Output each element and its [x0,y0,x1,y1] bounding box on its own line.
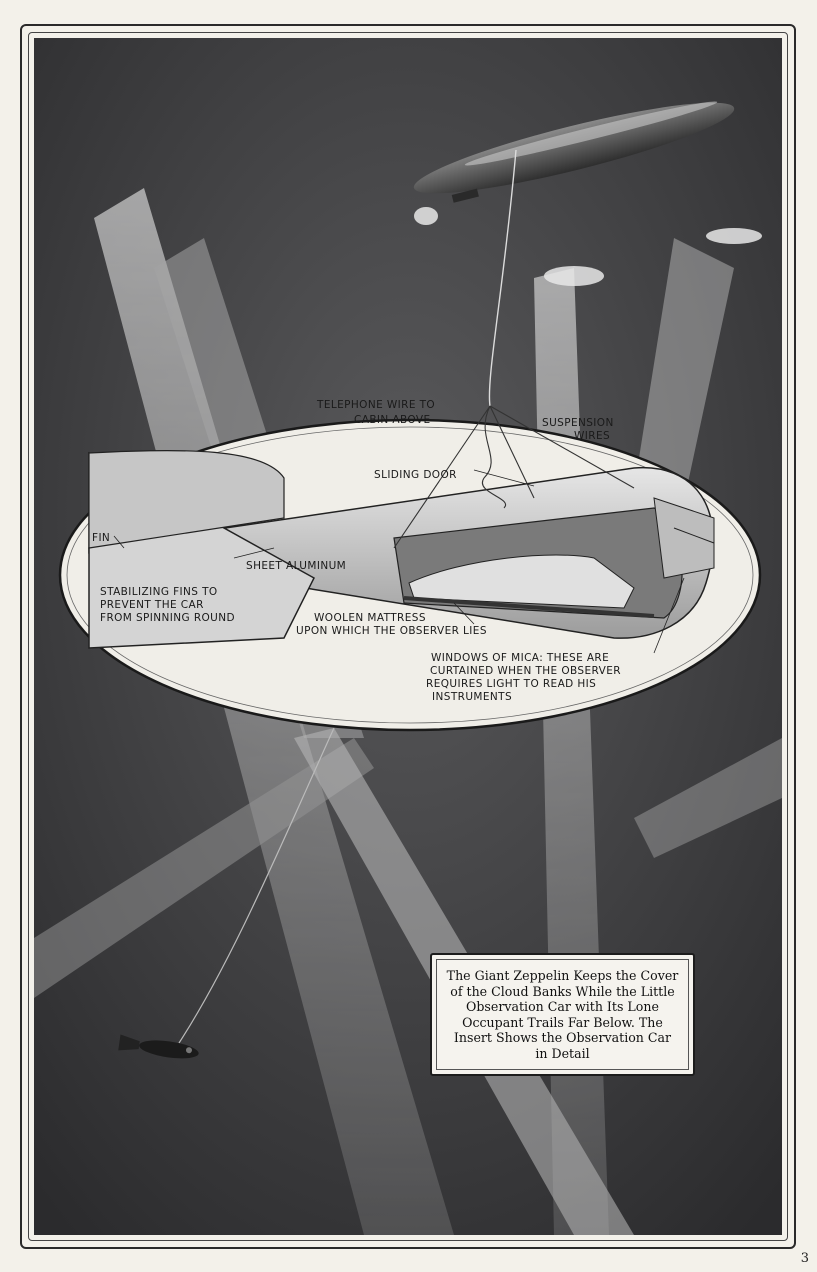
label-mica-windows-2: CURTAINED WHEN THE OBSERVER [430,665,621,677]
label-mica-windows-4: INSTRUMENTS [432,691,513,703]
label-mica-windows-3: REQUIRES LIGHT TO READ HIS [426,678,597,690]
cloud-wisp [544,266,604,286]
label-telephone-wire: TELEPHONE WIRE TO [317,399,436,411]
caption-box [430,953,695,1076]
label-suspension: SUSPENSION [542,417,614,429]
label-mica-windows: WINDOWS OF MICA: THESE ARE [431,652,610,664]
page-number: 3 [800,1251,809,1266]
cloud-wisp [414,207,438,225]
label-stabilizing-fins: STABILIZING FINS TO [100,586,218,598]
label-woolen-mattress-2: UPON WHICH THE OBSERVER LIES [296,625,487,637]
label-telephone-wire-2: CABIN ABOVE [354,414,431,426]
label-sheet-aluminum: SHEET ALUMINUM [246,560,347,572]
label-woolen-mattress: WOOLEN MATTRESS [314,612,426,624]
label-fin: FIN [92,532,111,544]
cloud-wisp [706,228,762,244]
caption-text: The Giant Zeppelin Keeps the Cover of the Cloud Banks While the Little Observation Car with Its Lone Occupant Trails Far Below. The Insert Shows the Observation Car in Detail [446,968,679,1061]
label-stabilizing-fins-2: PREVENT THE CAR [100,599,204,611]
label-suspension-2: WIRES [574,430,611,442]
label-stabilizing-fins-3: FROM SPINNING ROUND [100,612,236,624]
label-sliding-door: SLIDING DOOR [374,469,457,481]
